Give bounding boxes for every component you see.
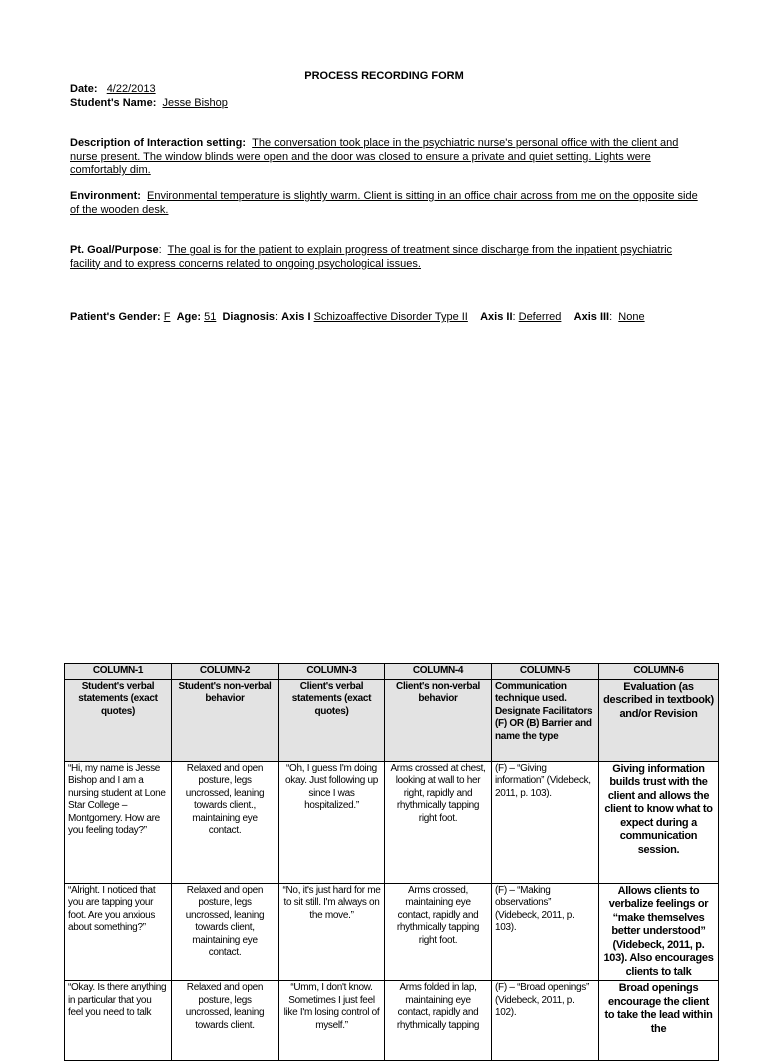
axis3-value: None	[618, 311, 645, 323]
table-row	[65, 981, 719, 1061]
date-line	[70, 83, 156, 96]
client-verbal-cell: “Oh, I guess I'm doing okay. Just following up since I was hospitalized.”	[279, 761, 385, 883]
description-section	[70, 137, 700, 178]
patient-info-line: Patient's Gender: F Age: 51 Diagnosis: Axis I Schizoaffective Disorder Type II Axis II: Deferred Axis III: None	[70, 311, 645, 323]
technique-cell: (F) – “Giving information” (Videbeck, 2011, p. 103).	[492, 761, 599, 883]
column-header-2: COLUMN-2	[172, 664, 279, 680]
student-name-line	[70, 97, 228, 110]
age-label: Age:	[176, 311, 202, 323]
axis2-value: Deferred	[518, 311, 562, 323]
student-nonverbal-cell: Relaxed and open posture, legs uncrossed, leaning towards client, maintaining eye contact.	[172, 883, 279, 981]
evaluation-cell: Broad openings encourage the client to take the lead within the	[599, 981, 719, 1061]
goal-label: Pt. Goal/Purpose	[70, 244, 159, 256]
student-verbal-cell: “Alright. I noticed that you are tapping your foot. Are you anxious about something?”	[65, 883, 172, 981]
student-verbal-cell: “Hi, my name is Jesse Bishop and I am a nursing student at Lone Star College – Montgomery. How are you feeling today?”	[65, 761, 172, 883]
age-value: 51	[204, 311, 217, 323]
technique-cell: (F) – “Broad openings” (Videbeck, 2011, p. 102).	[492, 981, 599, 1061]
column-header-6: COLUMN-6	[599, 664, 719, 680]
client-nonverbal-cell: Arms crossed at chest, looking at wall to her right, rapidly and rhythmically tapping right foot.	[385, 761, 492, 883]
environment-label: Environment:	[70, 190, 141, 202]
client-verbal-cell: “No, it's just hard for me to sit still. I'm always on the move.”	[279, 883, 385, 981]
table-row	[65, 761, 719, 883]
table-row	[65, 883, 719, 981]
student-verbal-cell: “Okay. Is there anything in particular that you feel you need to talk	[65, 981, 172, 1061]
student-nonverbal-cell: Relaxed and open posture, legs uncrossed, leaning towards client.	[172, 981, 279, 1061]
subheader-1: Student's verbal statements (exact quotes)	[65, 679, 172, 761]
date-value: 4/22/2013	[106, 83, 156, 95]
axis2-label: Axis II	[480, 311, 513, 323]
subheader-5: Communication technique used. Designate Facilitators (F) OR (B) Barrier and name the type	[492, 679, 599, 761]
form-title: PROCESS RECORDING FORM	[304, 70, 464, 82]
goal-section: Pt. Goal/Purpose: The goal is for the patient to explain progress of treatment since discharge from the inpatient psychiatric facility and to express concerns related to ongoing psychological issues.	[70, 244, 673, 270]
column-header-3: COLUMN-3	[279, 664, 385, 680]
environment-section	[70, 190, 700, 217]
environment-text: Environmental temperature is slightly warm. Client is sitting in an office chair across from me on the opposite side of the wooden desk.	[70, 190, 698, 216]
column-header-1: COLUMN-1	[65, 664, 172, 680]
student-name-value: Jesse Bishop	[162, 97, 228, 109]
process-recording-table	[64, 663, 719, 1061]
description-text: The conversation took place in the psychiatric nurse's personal office with the client and nurse present. The window blinds were open and the door was closed to ensure a private and quiet setting. Lights were comfortably dim.	[70, 137, 679, 176]
gender-value: F	[163, 311, 171, 323]
axis1-label: Axis I	[281, 311, 311, 323]
goal-text: The goal is for the patient to explain progress of treatment since discharge from the inpatient psychiatric facility and to express concerns related to ongoing psychological issues.	[70, 244, 673, 270]
subheader-2: Student's non-verbal behavior	[172, 679, 279, 761]
evaluation-cell: Allows clients to verbalize feelings or “make themselves better understood” (Videbeck, 2011, p. 103). Also encourages clients to talk	[599, 883, 719, 981]
column-header-4: COLUMN-4	[385, 664, 492, 680]
subheader-4: Client's non-verbal behavior	[385, 679, 492, 761]
axis1-value: Schizoaffective Disorder Type II	[313, 311, 468, 323]
evaluation-cell: Giving information builds trust with the client and allows the client to know what to expect during a communication session.	[599, 761, 719, 883]
client-nonverbal-cell: Arms crossed, maintaining eye contact, rapidly and rhythmically tapping right foot.	[385, 883, 492, 981]
column-header-5: COLUMN-5	[492, 664, 599, 680]
student-nonverbal-cell: Relaxed and open posture, legs uncrossed, leaning towards client., maintaining eye contact.	[172, 761, 279, 883]
client-nonverbal-cell: Arms folded in lap, maintaining eye contact, rapidly and rhythmically tapping	[385, 981, 492, 1061]
subheader-3: Client's verbal statements (exact quotes)	[279, 679, 385, 761]
subheader-6: Evaluation (as described in textbook) and/or Revision	[599, 679, 719, 761]
gender-label: Patient's Gender:	[70, 311, 161, 323]
date-label: Date:	[70, 83, 98, 95]
technique-cell: (F) – “Making observations” (Videbeck, 2011, p. 103).	[492, 883, 599, 981]
client-verbal-cell: “Umm, I don't know. Sometimes I just feel like I'm losing control of myself.”	[279, 981, 385, 1061]
student-name-label: Student's Name:	[70, 97, 157, 109]
axis3-label: Axis III	[573, 311, 610, 323]
description-label: Description of Interaction setting:	[70, 137, 247, 149]
diagnosis-label: Diagnosis	[222, 311, 276, 323]
